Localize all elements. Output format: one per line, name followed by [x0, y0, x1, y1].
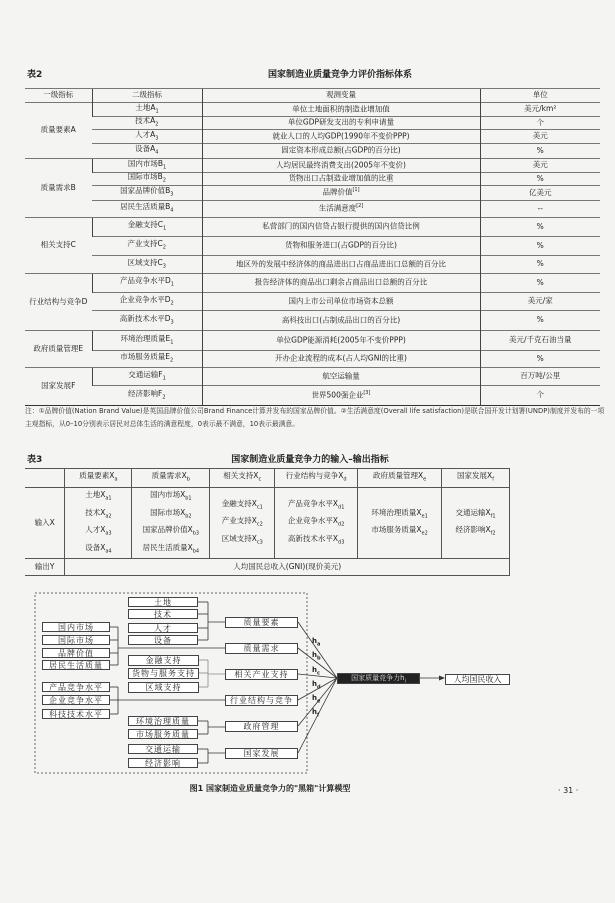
weight-text-subscript: c [316, 670, 320, 677]
weight-text-subscript: f [316, 712, 320, 719]
input-item-text-subscript: b3 [192, 530, 200, 537]
weight-text-subscript: b [316, 655, 321, 662]
figure-caption: 图1 国家制造业质量竞争力的"黑箱"计算模型 [189, 784, 351, 793]
table2-header-cell: 观测变量 [202, 89, 480, 103]
observed-variable-text: 单位土地面积的制造业增加值 [292, 104, 390, 114]
secondary-indicator-text-subscript: 3 [170, 191, 174, 198]
input-item-text-subscript: d2 [338, 521, 345, 528]
secondary-indicator-text: 市场服务质量E [120, 352, 171, 362]
primary-indicator: 行业结构与竞争D [25, 274, 92, 331]
weight-text-subscript: a [316, 641, 321, 648]
input-item-text: 产业支持X [221, 516, 257, 526]
observed-variable-text: 国内上市公司单位市场资本总额 [288, 296, 394, 306]
table3-title: 国家制造业质量竞争力的输入–输出指标 [231, 455, 389, 465]
dimension-box: 政府管理 [225, 721, 298, 732]
input-item-text-subscript: e1 [421, 513, 428, 519]
primary-indicator: 政府质量管理E [25, 331, 92, 368]
reference-mark: [1] [352, 187, 360, 194]
unit: -- [480, 201, 600, 218]
output-box: 人均国民收入 [445, 674, 510, 685]
header-text-subscript: e [423, 476, 427, 483]
secondary-indicator-text: 金融支持C [127, 220, 164, 230]
input-item-text: 国家品牌价值X [142, 525, 193, 534]
factor-box: 产品竞争水平 [42, 682, 110, 692]
secondary-indicator-text: 国家品牌价值B [120, 186, 171, 196]
factor-box: 企业竞争水平 [42, 695, 110, 705]
factor-box: 交通运输 [128, 744, 198, 754]
input-item-text-subscript: c1 [256, 504, 263, 511]
observed-variable-text: 货物出口占制造业增加值的比重 [288, 173, 394, 183]
unit: % [480, 351, 600, 368]
unit: 美元/家 [480, 293, 600, 311]
observed-variable-text: 高科技出口(占制成品出口的百分比) [281, 315, 401, 325]
weight-label [312, 680, 321, 690]
primary-indicator: 质量要素A [25, 103, 92, 159]
unit: 美元 [480, 130, 600, 144]
secondary-indicator-text: 经济影响F [127, 388, 163, 398]
input-item-text-subscript: a1 [105, 495, 112, 502]
table2-label: 表2 [27, 70, 43, 80]
header-text-subscript: f [492, 476, 494, 483]
factor-box: 区域支持 [128, 682, 199, 693]
secondary-indicator-text: 设备A [135, 144, 156, 154]
factor-box: 设备 [128, 635, 198, 645]
secondary-indicator-text: 居民生活质量B [120, 202, 171, 212]
dimension-box: 质量要素 [225, 617, 298, 628]
observed-variable-text: 地区外的发展中经济体的商品进出口占商品进出口总额的百分比 [236, 259, 446, 269]
unit: % [480, 311, 600, 331]
weight-label [312, 694, 320, 704]
unit: 亿美元 [480, 186, 600, 201]
secondary-indicator-text-subscript: 1 [170, 281, 174, 288]
observed-variable-text: 单位GDP能源消耗(2005年不变价PPP) [276, 335, 406, 345]
weight-text: h [312, 651, 317, 659]
header-text-subscript: d [343, 476, 347, 483]
input-item-text: 产品竞争水平X [287, 498, 339, 508]
secondary-indicator-text: 高新技术水平D [119, 313, 171, 323]
observed-variable-text: 报告经济体的商品出口剩余占商品出口总额的百分比 [254, 277, 428, 287]
factor-box: 土地 [128, 597, 198, 607]
input-item-text-subscript: c2 [256, 521, 263, 528]
observed-variable-text: 私营部门的国内信贷占银行提供的国内信贷比例 [262, 221, 420, 231]
primary-indicator: 相关支持C [25, 218, 92, 274]
factor-box: 科技技术水平 [42, 709, 110, 719]
secondary-indicator-text-subscript: 2 [170, 300, 174, 307]
unit: % [480, 256, 600, 274]
header-text-subscript: b [186, 476, 190, 483]
weight-text-subscript: d [316, 684, 321, 691]
unit: % [480, 274, 600, 293]
header-text: 政府质量管理X [372, 471, 424, 481]
input-item-text: 国际市场X [150, 507, 186, 517]
header-text: 相关支持X [223, 471, 259, 481]
observed-variable-text: 航空运输量 [322, 371, 360, 381]
dimension-box: 质量需求 [225, 643, 298, 654]
secondary-indicator-text-subscript: 4 [170, 207, 174, 214]
reference-mark: [3] [363, 389, 371, 396]
input-item-text: 经济影响X [455, 525, 491, 534]
table2-note: 注：①品牌价值(Nation Brand Value)是英国品牌价值公司Brand Finance计算并发布的国家品牌价值。②生活满意度(Overall life satisfaction)是联合国开发计划署(UNDP)制度并发布的一项主观指标，从0–10分别表示居民对总体生活的满意程度，0表示最不满意，10表示最满意。 [25, 407, 605, 428]
weight-text: h [312, 666, 317, 674]
factor-box: 品牌价值 [42, 648, 110, 658]
weight-label [312, 637, 320, 647]
table2-title: 国家制造业质量竞争力评价指标体系 [267, 70, 412, 80]
factor-box: 居民生活质量 [42, 660, 110, 670]
table2-header-cell: 单位 [480, 89, 600, 103]
secondary-indicator-text-subscript: 3 [155, 135, 159, 142]
input-item-text-subscript: c3 [256, 539, 263, 546]
input-item-text-subscript: a4 [105, 548, 112, 554]
observed-variable-text: 固定资本形成总额(占GDP的百分比) [281, 145, 401, 155]
header-text: 国家发展X [457, 471, 493, 481]
observed-variable-text: 世界500强企业 [311, 390, 364, 400]
secondary-indicator-text: 区域支持C [127, 257, 163, 267]
input-item-text-subscript: b2 [185, 513, 192, 519]
observed-variable-text: 生活满意度 [318, 203, 357, 213]
table3-label: 表3 [27, 455, 43, 465]
secondary-indicator-text: 企业竞争水平D [119, 294, 171, 304]
dimension-box: 国家发展 [225, 748, 298, 759]
input-item-text-subscript: d3 [338, 539, 345, 546]
dimension-box: 行业结构与竞争 [225, 695, 298, 706]
page-number: · 31 · [558, 786, 579, 795]
secondary-indicator-text: 环境治理质量E [120, 333, 171, 343]
input-item-text-subscript: b1 [185, 495, 192, 502]
input-item-text-subscript: a3 [105, 530, 112, 537]
black-box-text: 国家质量竞争力h [351, 674, 405, 682]
input-item-text: 环境治理质量X [371, 507, 422, 517]
output-label: 输出Y [25, 559, 65, 576]
weight-text: h [312, 694, 317, 702]
secondary-indicator-text-subscript: 1 [162, 164, 167, 171]
factor-box: 环境治理质量 [128, 716, 198, 726]
input-item-text: 居民生活质量X [142, 542, 193, 552]
input-item-text: 国内市场X [150, 490, 186, 499]
secondary-indicator-text: 土地A [135, 102, 156, 112]
input-item-text-subscript: d1 [338, 504, 345, 511]
unit: % [480, 218, 600, 237]
secondary-indicator-text-subscript: 1 [163, 225, 167, 232]
observed-variable-text: 开办企业流程的成本(占人均GNI的比重) [275, 353, 407, 363]
weight-text: h [312, 708, 317, 716]
input-item-text: 设备X [85, 542, 106, 552]
secondary-indicator-text-subscript: 2 [162, 177, 166, 184]
header-text: 质量需求X [151, 471, 187, 481]
secondary-indicator-text: 交通运输F [128, 369, 163, 379]
secondary-indicator-text: 国内市场B [127, 158, 163, 168]
secondary-indicator-text-subscript: 1 [162, 375, 166, 382]
secondary-indicator-text-subscript: 1 [170, 339, 174, 346]
secondary-indicator-text: 人才A [135, 129, 156, 139]
weight-label [312, 651, 321, 661]
input-item-text: 交通运输X [455, 507, 491, 517]
input-item-text: 技术X [85, 507, 106, 517]
output-value: 人均国民总收入(GNI)(现价美元) [65, 559, 510, 576]
observed-variable-text: 单位GDP研发支出的专利申请量 [287, 117, 395, 127]
input-label: 输入X [25, 488, 65, 559]
factor-box: 金融支持 [128, 655, 199, 666]
table2-header-cell: 一级指标 [25, 89, 92, 103]
input-item-text: 企业竞争水平X [287, 516, 339, 526]
input-item-text: 市场服务质量X [371, 525, 422, 534]
secondary-indicator-text-subscript: 4 [155, 149, 159, 156]
unit: 个 [480, 386, 600, 406]
unit: 美元 [480, 159, 600, 173]
unit: % [480, 173, 600, 186]
input-item-text: 区域支持X [221, 533, 257, 543]
secondary-indicator-text-subscript: 3 [170, 319, 174, 326]
secondary-indicator-text-subscript: 2 [155, 121, 159, 128]
weight-text: h [312, 680, 317, 688]
input-item-text: 土地X [85, 490, 106, 499]
primary-indicator: 质量需求B [25, 159, 92, 218]
unit: 百万吨/公里 [480, 368, 600, 386]
secondary-indicator-text-subscript: 3 [162, 263, 166, 270]
observed-variable-text: 就业人口的人均GDP(1990年不变价PPP) [272, 131, 410, 141]
input-item-text-subscript: f1 [490, 513, 496, 519]
factor-box: 货物与服务支持 [128, 668, 199, 679]
factor-box: 人才 [128, 623, 198, 633]
secondary-indicator-text-subscript: 2 [170, 357, 174, 364]
observed-variable-text: 品牌价值 [322, 187, 353, 197]
black-box-text-subscript: i [404, 678, 406, 685]
input-item-text: 人才X [85, 525, 106, 534]
unit: % [480, 144, 600, 159]
input-item-text-subscript: b4 [192, 548, 200, 554]
factor-box: 技术 [128, 609, 198, 619]
secondary-indicator-text: 产品竞争水平D [120, 276, 171, 286]
secondary-indicator-text: 产业支持C [127, 239, 163, 249]
weight-text: h [312, 637, 317, 645]
header-text: 行业结构与竞争X [285, 471, 344, 481]
weight-text-subscript: e [316, 698, 321, 705]
black-box [337, 673, 420, 684]
header-text: 质量要素X [79, 471, 115, 481]
observed-variable-text: 人均居民最终消费支出(2005年不变价) [276, 160, 406, 170]
table2-header-cell: 二级指标 [92, 89, 202, 103]
secondary-indicator-text-subscript: 1 [155, 108, 159, 115]
weight-label [312, 708, 319, 718]
input-item-text-subscript: a2 [105, 513, 112, 519]
dimension-box: 相关产业支持 [225, 669, 298, 680]
input-item-text-subscript: f2 [490, 530, 496, 537]
header-text-subscript: a [114, 476, 118, 483]
unit: % [480, 237, 600, 256]
secondary-indicator-text-subscript: 2 [162, 244, 166, 251]
secondary-indicator-text: 国际市场B [127, 172, 163, 182]
input-item-text: 金融支持X [221, 498, 257, 508]
input-item-text-subscript: e2 [421, 530, 428, 537]
unit: 美元/km² [480, 103, 600, 117]
unit: 个 [480, 117, 600, 130]
observed-variable-text: 货物和服务进口(占GDP的百分比) [285, 240, 397, 250]
factor-box: 经济影响 [128, 758, 198, 768]
factor-box: 国际市场 [42, 635, 110, 645]
reference-mark: [2] [356, 203, 364, 210]
factor-box: 市场服务质量 [128, 729, 198, 739]
header-text-subscript: c [258, 476, 262, 483]
primary-indicator: 国家发展F [25, 368, 92, 406]
weight-label [312, 666, 320, 676]
secondary-indicator-text-subscript: 2 [162, 394, 166, 401]
secondary-indicator-text: 技术A [135, 116, 156, 126]
input-item-text: 高新技术水平X [287, 533, 339, 543]
unit: 美元/千克石油当量 [480, 331, 600, 351]
factor-box: 国内市场 [42, 622, 110, 632]
